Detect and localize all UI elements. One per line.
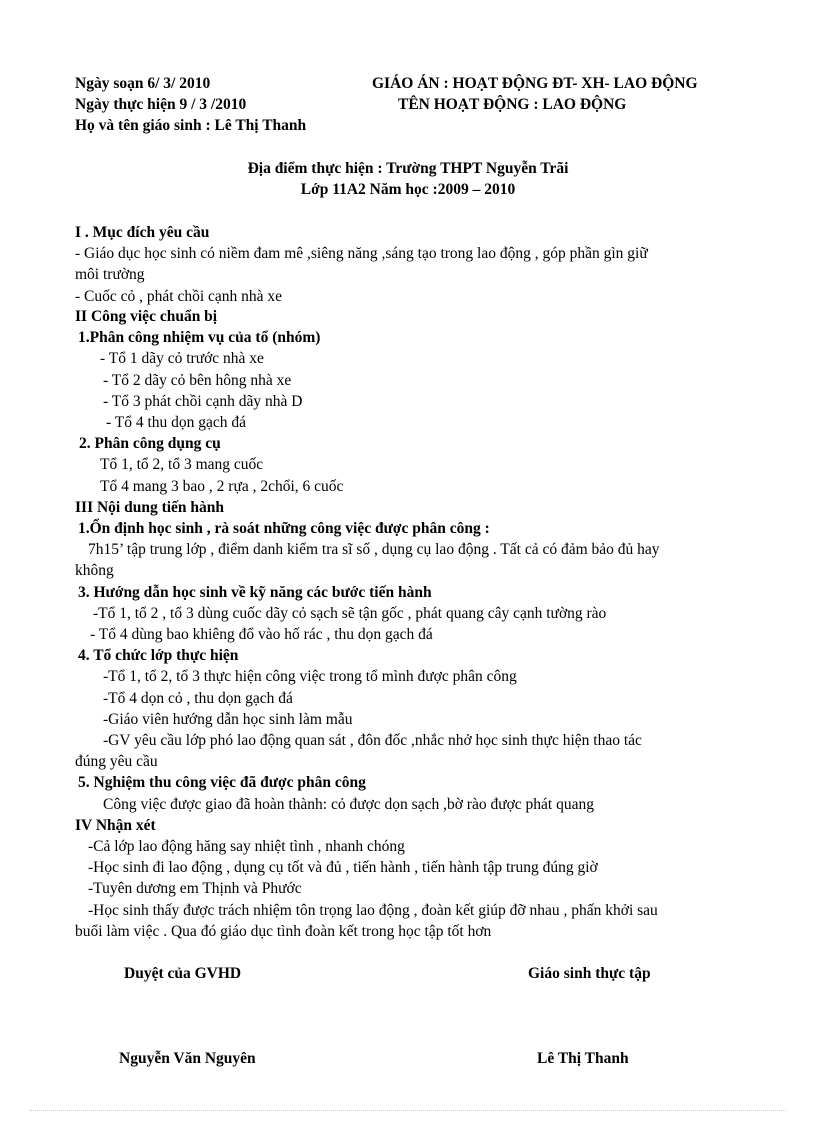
section-3-p1a: 7h15’ tập trung lớp , điểm danh kiểm tra sĩ số , dụng cụ lao động . Tất cả có đảm bảo đủ hay [88,541,660,558]
section-2-sub2: 2. Phân công dụng cụ [79,435,221,452]
tools-line2: Tổ 4 mang 3 bao , 2 rựa , 2chổi, 6 cuốc [100,478,344,495]
section-3-p4a: -Tổ 1, tổ 2, tổ 3 thực hiện công việc trong tổ mình được phân công [103,668,517,685]
section-4-title: IV Nhận xét [75,817,156,834]
section-3-p4c: -Giáo viên hướng dẫn học sinh làm mẫu [103,711,353,728]
nhan-xet-3: -Tuyên dương em Thịnh và Phước [88,880,302,897]
signature-right-name: Lê Thị Thanh [537,1050,629,1067]
nhan-xet-4b: buổi làm việc . Qua đó giáo dục tình đoàn kết trong học tập tốt hơn [75,923,492,940]
section-1-line1b: môi trường [75,266,145,283]
section-3-title: III Nội dung tiến hành [75,499,225,516]
section-1-line2: - Cuốc cỏ , phát chồi cạnh nhà xe [75,288,283,305]
list-item: - Tổ 3 phát chồi cạnh dãy nhà D [103,393,303,410]
tools-line1: Tổ 1, tổ 2, tổ 3 mang cuốc [100,456,264,473]
dia-diem: Địa điểm thực hiện : Trường THPT Nguyễn Trãi [247,160,569,177]
section-2-title: II Công việc chuẩn bị [75,308,218,325]
giao-an-title: GIÁO ÁN : HOẠT ĐỘNG ĐT- XH- LAO ĐỘNG [372,75,698,92]
section-3-p3a: -Tổ 1, tổ 2 , tổ 3 dùng cuốc dãy cỏ sạch sẽ tận gốc , phát quang cây cạnh tường rào [93,605,607,622]
section-1-line1a: - Giáo dục học sinh có niềm đam mê ,siêng năng ,sáng tạo trong lao động , góp phần gìn giữ [75,245,648,262]
section-3-sub3: 3. Hướng dẫn học sinh về kỹ năng các bước tiến hành [78,584,432,601]
section-3-p4d2: đúng yêu cầu [75,753,158,770]
ngay-thuc-hien: Ngày thực hiện 9 / 3 /2010 [75,96,247,113]
section-3-sub4: 4. Tổ chức lớp thực hiện [78,647,239,664]
section-3-sub5: 5. Nghiệm thu công việc đã được phân công [78,774,366,791]
ten-hoat-dong: TÊN HOẠT ĐỘNG : LAO ĐỘNG [398,96,627,113]
list-item: - Tổ 4 thu dọn gạch đá [106,414,247,431]
nhan-xet-2: -Học sinh đi lao động , dụng cụ tốt và đủ , tiến hành , tiến hành tập trung đúng giờ [88,859,598,876]
section-1-title: I . Mục đích yêu cầu [75,224,210,241]
lop-nam-hoc: Lớp 11A2 Năm học :2009 – 2010 [300,181,516,198]
section-3-p4d1: -GV yêu cầu lớp phó lao động quan sát , đôn đốc ,nhắc nhở học sinh thực hiện thao tác [103,732,642,749]
section-2-sub1: 1.Phân công nhiệm vụ của tổ (nhóm) [78,329,321,346]
section-3-p5: Công việc được giao đã hoàn thành: cỏ được dọn sạch ,bờ rào được phát quang [103,796,594,813]
signature-left-title: Duyệt của GVHD [124,965,242,982]
section-3-p3b: - Tổ 4 dùng bao khiêng đổ vào hố rác , thu dọn gạch đá [90,626,433,643]
section-3-p4b: -Tổ 4 dọn cỏ , thu dọn gạch đá [103,690,293,707]
section-3-p1b: không [75,562,114,579]
list-item: - Tổ 2 dãy cỏ bên hông nhà xe [103,372,292,389]
signature-right-title: Giáo sinh thực tập [528,965,651,982]
page-bottom-divider [30,1110,786,1111]
list-item: - Tổ 1 dãy cỏ trước nhà xe [100,350,264,367]
ngay-soan: Ngày soạn 6/ 3/ 2010 [75,75,211,92]
nhan-xet-1: -Cả lớp lao động hăng say nhiệt tình , nhanh chóng [88,838,405,855]
giao-sinh-name: Họ và tên giáo sinh : Lê Thị Thanh [75,117,307,134]
section-3-sub1: 1.Ổn định học sinh , rà soát những công việc được phân công : [78,520,490,537]
signature-left-name: Nguyễn Văn Nguyên [119,1050,256,1067]
nhan-xet-4a: -Học sinh thấy được trách nhiệm tôn trọng lao động , đoàn kết giúp đỡ nhau , phấn khởi sau [88,902,658,919]
